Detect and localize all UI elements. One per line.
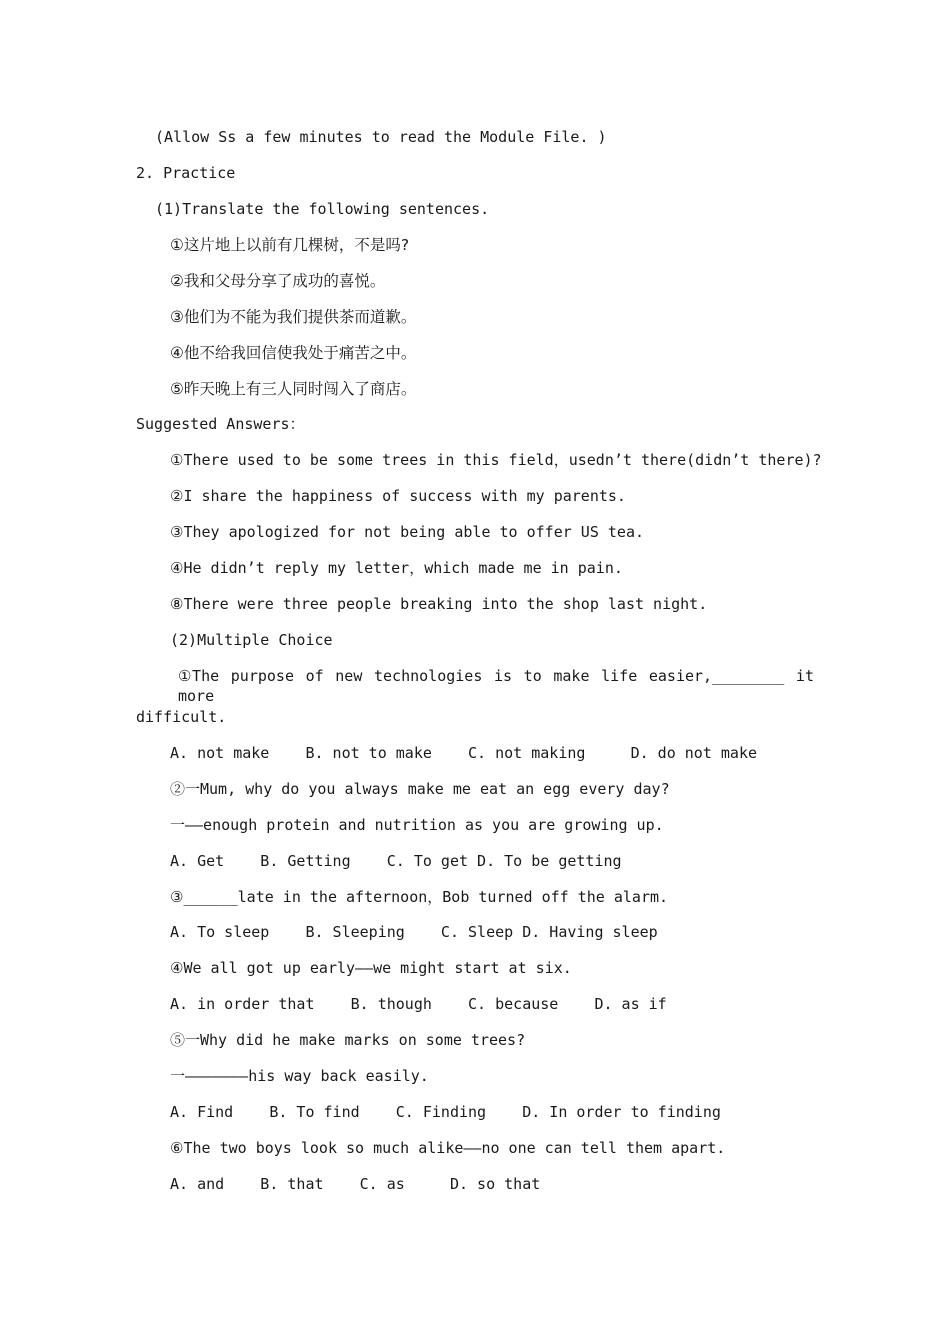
question-4-options: A. in order that B. though C. because D. as if bbox=[170, 995, 667, 1013]
question-5-options: A. Find B. To find C. Finding D. In order to finding bbox=[170, 1103, 721, 1121]
question-2-options: A. Get B. Getting C. To get D. To be getting bbox=[170, 852, 622, 870]
answer-3: ③They apologized for not being able to offer US tea. bbox=[170, 523, 645, 541]
question-5-line-2: 一———————his way back easily. bbox=[170, 1067, 429, 1085]
chinese-sentence-5: ⑤昨天晚上有三人同时闯入了商店。 bbox=[170, 380, 417, 398]
question-6-line-1: ⑥The two boys look so much alike——no one can tell them apart. bbox=[170, 1139, 726, 1157]
question-1-line-1: ①The purpose of new technologies is to make life easier,________ it more bbox=[178, 667, 814, 705]
multiple-choice-title: (2)Multiple Choice bbox=[170, 631, 333, 649]
answer-2: ②I share the happiness of success with my parents. bbox=[170, 487, 626, 505]
practice-heading: 2. Practice bbox=[136, 164, 236, 182]
question-3-line-1: ③______late in the afternoon，Bob turned off the alarm. bbox=[170, 888, 669, 906]
chinese-sentence-1: ①这片地上以前有几棵树，不是吗? bbox=[170, 236, 410, 254]
chinese-sentence-3: ③他们为不能为我们提供茶而道歉。 bbox=[170, 308, 417, 326]
question-5-line-1: ⑤一Why did he make marks on some trees? bbox=[170, 1031, 526, 1049]
answer-1: ①There used to be some trees in this field，usedn’t there(didn’t there)? bbox=[170, 451, 822, 469]
question-1-line-2: difficult. bbox=[136, 708, 227, 726]
question-3-options: A. To sleep B. Sleeping C. Sleep D. Having sleep bbox=[170, 923, 658, 941]
question-4-line-1: ④We all got up early——we might start at six. bbox=[170, 959, 572, 977]
question-6-options: A. and B. that C. as D. so that bbox=[170, 1175, 541, 1193]
chinese-sentence-4: ④他不给我回信使我处于痛苦之中。 bbox=[170, 344, 417, 362]
translate-section-title: (1)Translate the following sentences. bbox=[155, 200, 490, 218]
question-2-line-1: ②一Mum, why do you always make me eat an egg every day? bbox=[170, 780, 670, 798]
suggested-answers-title: Suggested Answers： bbox=[136, 415, 305, 433]
answer-4: ④He didn’t reply my letter，which made me in pain. bbox=[170, 559, 623, 577]
question-1-options: A. not make B. not to make C. not making D. do not make bbox=[170, 744, 757, 762]
answer-5: ⑧There were three people breaking into the shop last night. bbox=[170, 595, 708, 613]
intro-note: (Allow Ss a few minutes to read the Module File. ) bbox=[155, 128, 607, 146]
chinese-sentence-2: ②我和父母分享了成功的喜悦。 bbox=[170, 272, 386, 290]
question-2-line-2: 一——enough protein and nutrition as you are growing up. bbox=[170, 816, 664, 834]
